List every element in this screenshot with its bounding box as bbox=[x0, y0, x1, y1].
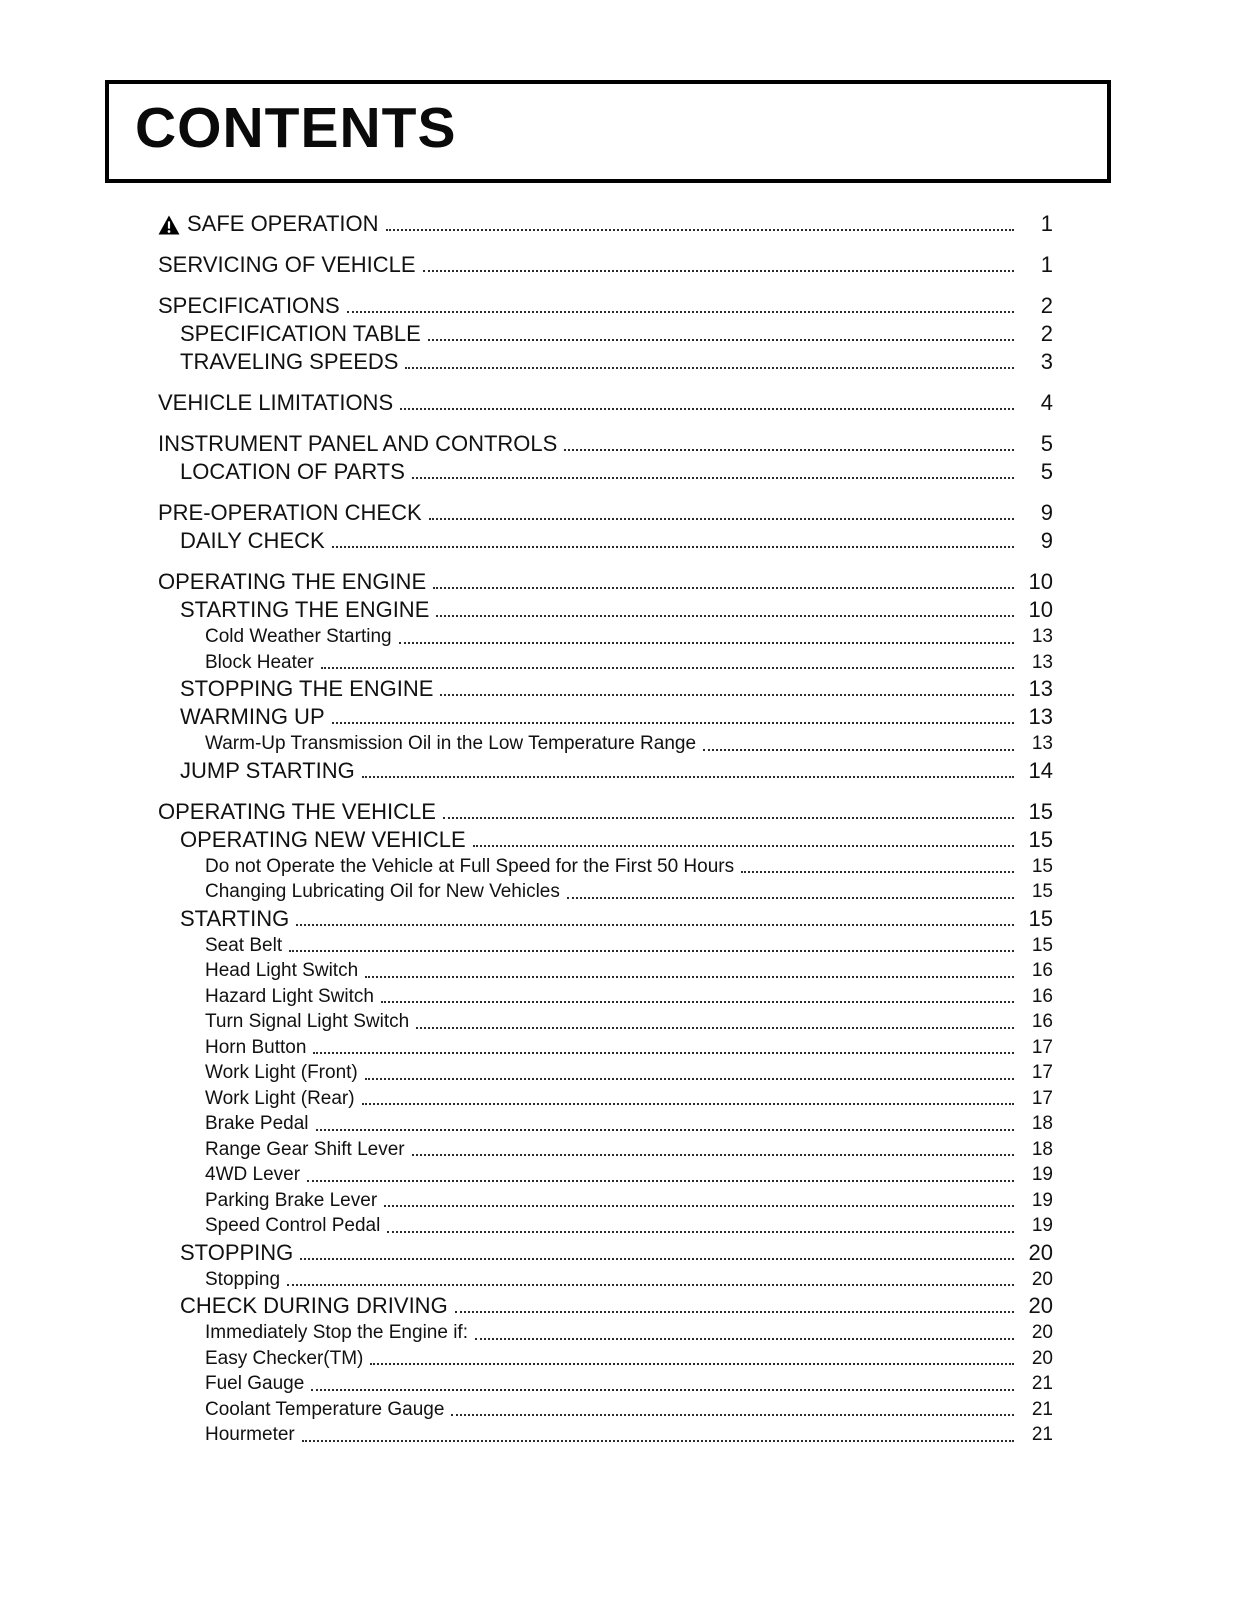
toc-entry-page-number: 1 bbox=[1040, 211, 1053, 236]
toc-entry bbox=[158, 210, 1053, 238]
toc-entry bbox=[158, 703, 1053, 731]
toc-entry-page-number: 20 bbox=[1028, 1293, 1053, 1318]
toc-entry-page-number: 10 bbox=[1028, 569, 1053, 594]
dot-leader bbox=[440, 798, 1017, 826]
toc-entry-page-number: 17 bbox=[1031, 1087, 1053, 1109]
toc-entry-page-number: 18 bbox=[1031, 1113, 1053, 1134]
toc-entry-label: Turn Signal Light Switch bbox=[205, 1011, 410, 1032]
toc-entry bbox=[158, 1111, 1053, 1137]
dot-leader bbox=[359, 757, 1017, 785]
table-of-contents bbox=[158, 210, 1053, 1448]
toc-entry-page-number: 20 bbox=[1031, 1322, 1053, 1343]
toc-entry bbox=[158, 1162, 1053, 1188]
toc-entry-page-number: 14 bbox=[1028, 757, 1053, 783]
toc-entry-page-number: 20 bbox=[1028, 1239, 1053, 1265]
dot-leader bbox=[383, 210, 1017, 238]
dot-leader bbox=[362, 958, 1017, 984]
toc-entry-label: 4WD Lever bbox=[205, 1164, 301, 1185]
dot-leader bbox=[313, 1111, 1017, 1137]
toc-entry-page-number: 15 bbox=[1028, 905, 1053, 931]
toc-entry-label: Range Gear Shift Lever bbox=[205, 1138, 405, 1160]
dot-leader bbox=[426, 499, 1017, 527]
toc-entry-label: STOPPING bbox=[180, 1239, 294, 1265]
dot-leader bbox=[437, 675, 1017, 703]
toc-entry bbox=[158, 1371, 1053, 1397]
toc-entry-label: Warm-Up Transmission Oil in the Low Temperature Range bbox=[205, 733, 697, 754]
toc-entry-page-number: 4 bbox=[1040, 390, 1053, 415]
toc-entry-page-number: 13 bbox=[1028, 676, 1053, 701]
toc-entry-label: VEHICLE LIMITATIONS bbox=[158, 390, 394, 415]
toc-entry bbox=[158, 879, 1053, 905]
dot-leader bbox=[304, 1162, 1017, 1188]
dot-leader bbox=[384, 1213, 1017, 1239]
dot-leader bbox=[329, 703, 1017, 731]
toc-entry bbox=[158, 1397, 1053, 1423]
dot-leader bbox=[470, 826, 1017, 854]
toc-entry-page-number: 13 bbox=[1031, 626, 1053, 647]
dot-leader bbox=[329, 527, 1017, 555]
dot-leader bbox=[452, 1292, 1017, 1320]
toc-entry-page-number: 20 bbox=[1031, 1268, 1053, 1290]
toc-entry-page-number: 21 bbox=[1031, 1398, 1053, 1420]
toc-entry-page-number: 15 bbox=[1028, 798, 1053, 824]
toc-entry-label: Work Light (Front) bbox=[205, 1062, 358, 1083]
dot-leader bbox=[397, 389, 1017, 417]
toc-entry-label: Easy Checker(TM) bbox=[205, 1347, 364, 1369]
dot-leader bbox=[299, 1422, 1017, 1448]
toc-entry bbox=[158, 499, 1053, 527]
toc-entry-page-number: 16 bbox=[1031, 960, 1053, 981]
toc-entry bbox=[158, 1035, 1053, 1061]
page-title: CONTENTS bbox=[135, 96, 457, 160]
toc-entry-label: INSTRUMENT PANEL AND CONTROLS bbox=[158, 431, 558, 456]
toc-entry-page-number: 18 bbox=[1031, 1138, 1053, 1160]
toc-entry-label: Parking Brake Lever bbox=[205, 1189, 378, 1211]
toc-entry-label: Immediately Stop the Engine if: bbox=[205, 1322, 468, 1343]
toc-entry bbox=[158, 458, 1053, 486]
toc-entry-page-number: 16 bbox=[1031, 1011, 1053, 1032]
dot-leader bbox=[564, 879, 1017, 905]
toc-entry-page-number: 3 bbox=[1040, 349, 1053, 374]
dot-leader bbox=[310, 1035, 1017, 1061]
dot-leader bbox=[308, 1371, 1017, 1397]
toc-entry-label: OPERATING THE ENGINE bbox=[158, 569, 427, 594]
toc-entry-page-number: 5 bbox=[1040, 459, 1053, 484]
toc-entry-label: STARTING THE ENGINE bbox=[180, 597, 430, 622]
dot-leader bbox=[402, 348, 1017, 376]
dot-leader bbox=[359, 1086, 1017, 1112]
toc-entry-label: Work Light (Rear) bbox=[205, 1087, 355, 1109]
toc-entry-label: SAFE OPERATION bbox=[187, 211, 379, 236]
toc-entry-label: PRE-OPERATION CHECK bbox=[158, 500, 422, 525]
toc-entry-page-number: 9 bbox=[1040, 500, 1053, 525]
toc-entry-label: DAILY CHECK bbox=[180, 528, 325, 553]
toc-entry-label: OPERATING THE VEHICLE bbox=[158, 798, 436, 824]
toc-entry bbox=[158, 1320, 1053, 1346]
toc-entry bbox=[158, 826, 1053, 854]
dot-leader bbox=[396, 624, 1017, 650]
dot-leader bbox=[413, 1009, 1017, 1035]
toc-entry-page-number: 1 bbox=[1040, 252, 1053, 277]
dot-leader bbox=[284, 1267, 1017, 1293]
toc-entry bbox=[158, 933, 1053, 959]
dot-leader bbox=[344, 292, 1017, 320]
toc-entry bbox=[158, 348, 1053, 376]
toc-entry-label: WARMING UP bbox=[180, 704, 325, 729]
toc-entry-page-number: 2 bbox=[1040, 321, 1053, 346]
toc-entry bbox=[158, 430, 1053, 458]
dot-leader bbox=[448, 1397, 1017, 1423]
toc-entry-label: TRAVELING SPEEDS bbox=[180, 349, 399, 374]
toc-entry bbox=[158, 854, 1053, 880]
toc-entry-page-number: 15 bbox=[1028, 826, 1053, 852]
toc-entry bbox=[158, 1422, 1053, 1448]
toc-entry bbox=[158, 958, 1053, 984]
toc-entry-page-number: 15 bbox=[1031, 855, 1053, 877]
toc-entry-label: SERVICING OF VEHICLE bbox=[158, 252, 416, 277]
toc-entry-label: CHECK DURING DRIVING bbox=[180, 1293, 448, 1318]
toc-entry-label: Stopping bbox=[205, 1268, 281, 1290]
toc-entry-page-number: 5 bbox=[1040, 431, 1053, 456]
dot-leader bbox=[367, 1346, 1017, 1372]
toc-entry-page-number: 10 bbox=[1028, 597, 1053, 622]
toc-entry bbox=[158, 596, 1053, 624]
toc-entry-page-number: 20 bbox=[1031, 1347, 1053, 1369]
toc-entry bbox=[158, 292, 1053, 320]
toc-entry bbox=[158, 1213, 1053, 1239]
toc-entry-label: LOCATION OF PARTS bbox=[180, 459, 405, 484]
dot-leader bbox=[409, 458, 1017, 486]
toc-entry-page-number: 9 bbox=[1040, 528, 1053, 553]
toc-entry-label: SPECIFICATIONS bbox=[158, 293, 340, 318]
dot-leader bbox=[409, 1137, 1017, 1163]
toc-entry-page-number: 15 bbox=[1031, 934, 1053, 956]
toc-entry-page-number: 13 bbox=[1028, 704, 1053, 729]
dot-leader bbox=[381, 1188, 1017, 1214]
toc-entry bbox=[158, 675, 1053, 703]
dot-leader bbox=[433, 596, 1017, 624]
page-title-box bbox=[105, 80, 1111, 183]
toc-entry-label: Block Heater bbox=[205, 651, 314, 673]
toc-entry-page-number: 19 bbox=[1031, 1215, 1053, 1236]
toc-entry-label: OPERATING NEW VEHICLE bbox=[180, 826, 466, 852]
dot-leader bbox=[425, 320, 1017, 348]
dot-leader bbox=[561, 430, 1017, 458]
toc-entry bbox=[158, 1188, 1053, 1214]
toc-entry-label: Seat Belt bbox=[205, 934, 283, 956]
dot-leader bbox=[700, 731, 1017, 757]
toc-entry bbox=[158, 389, 1053, 417]
dot-leader bbox=[297, 1239, 1017, 1267]
toc-entry bbox=[158, 1086, 1053, 1112]
toc-entry bbox=[158, 905, 1053, 933]
toc-entry-label: Brake Pedal bbox=[205, 1113, 309, 1134]
toc-entry bbox=[158, 1060, 1053, 1086]
toc-entry bbox=[158, 320, 1053, 348]
toc-entry-page-number: 13 bbox=[1031, 651, 1053, 673]
toc-entry-page-number: 21 bbox=[1031, 1424, 1053, 1445]
toc-entry bbox=[158, 731, 1053, 757]
dot-leader bbox=[318, 650, 1017, 676]
toc-entry bbox=[158, 650, 1053, 676]
dot-leader bbox=[420, 251, 1017, 279]
toc-entry bbox=[158, 757, 1053, 785]
toc-entry-label: SPECIFICATION TABLE bbox=[180, 321, 421, 346]
dot-leader bbox=[430, 568, 1017, 596]
toc-entry-label: Speed Control Pedal bbox=[205, 1215, 381, 1236]
toc-entry-label: Horn Button bbox=[205, 1036, 307, 1058]
toc-entry bbox=[158, 568, 1053, 596]
toc-entry-label: JUMP STARTING bbox=[180, 757, 355, 783]
toc-entry-page-number: 17 bbox=[1031, 1036, 1053, 1058]
toc-entry-label: Head Light Switch bbox=[205, 960, 359, 981]
toc-entry-label: Changing Lubricating Oil for New Vehicles bbox=[205, 881, 560, 902]
toc-entry bbox=[158, 1137, 1053, 1163]
toc-entry bbox=[158, 1009, 1053, 1035]
document-page bbox=[105, 80, 1111, 1448]
dot-leader bbox=[293, 905, 1017, 933]
toc-entry-page-number: 13 bbox=[1031, 733, 1053, 754]
toc-entry bbox=[158, 798, 1053, 826]
toc-entry-page-number: 19 bbox=[1031, 1189, 1053, 1211]
toc-entry bbox=[158, 251, 1053, 279]
warning-icon bbox=[158, 215, 180, 235]
toc-entry-label: Hourmeter bbox=[205, 1424, 295, 1445]
toc-entry bbox=[158, 527, 1053, 555]
toc-entry-page-number: 15 bbox=[1031, 881, 1053, 902]
dot-leader bbox=[286, 933, 1017, 959]
toc-entry bbox=[158, 984, 1053, 1010]
toc-entry-label: STOPPING THE ENGINE bbox=[180, 676, 434, 701]
toc-entry bbox=[158, 624, 1053, 650]
dot-leader bbox=[472, 1320, 1017, 1346]
toc-entry-page-number: 21 bbox=[1031, 1373, 1053, 1394]
toc-entry-label: Coolant Temperature Gauge bbox=[205, 1398, 445, 1420]
toc-entry bbox=[158, 1292, 1053, 1320]
toc-entry-label: Do not Operate the Vehicle at Full Speed for the First 50 Hours bbox=[205, 855, 735, 877]
toc-entry-label: STARTING bbox=[180, 905, 290, 931]
dot-leader bbox=[362, 1060, 1017, 1086]
toc-entry bbox=[158, 1267, 1053, 1293]
toc-entry bbox=[158, 1239, 1053, 1267]
toc-entry-label: Fuel Gauge bbox=[205, 1373, 305, 1394]
toc-entry bbox=[158, 1346, 1053, 1372]
toc-entry-page-number: 16 bbox=[1031, 985, 1053, 1007]
dot-leader bbox=[378, 984, 1017, 1010]
toc-entry-label: Cold Weather Starting bbox=[205, 626, 392, 647]
toc-entry-label: Hazard Light Switch bbox=[205, 985, 374, 1007]
toc-entry-page-number: 19 bbox=[1031, 1164, 1053, 1185]
toc-entry-page-number: 17 bbox=[1031, 1062, 1053, 1083]
toc-entry-page-number: 2 bbox=[1040, 293, 1053, 318]
dot-leader bbox=[738, 854, 1017, 880]
